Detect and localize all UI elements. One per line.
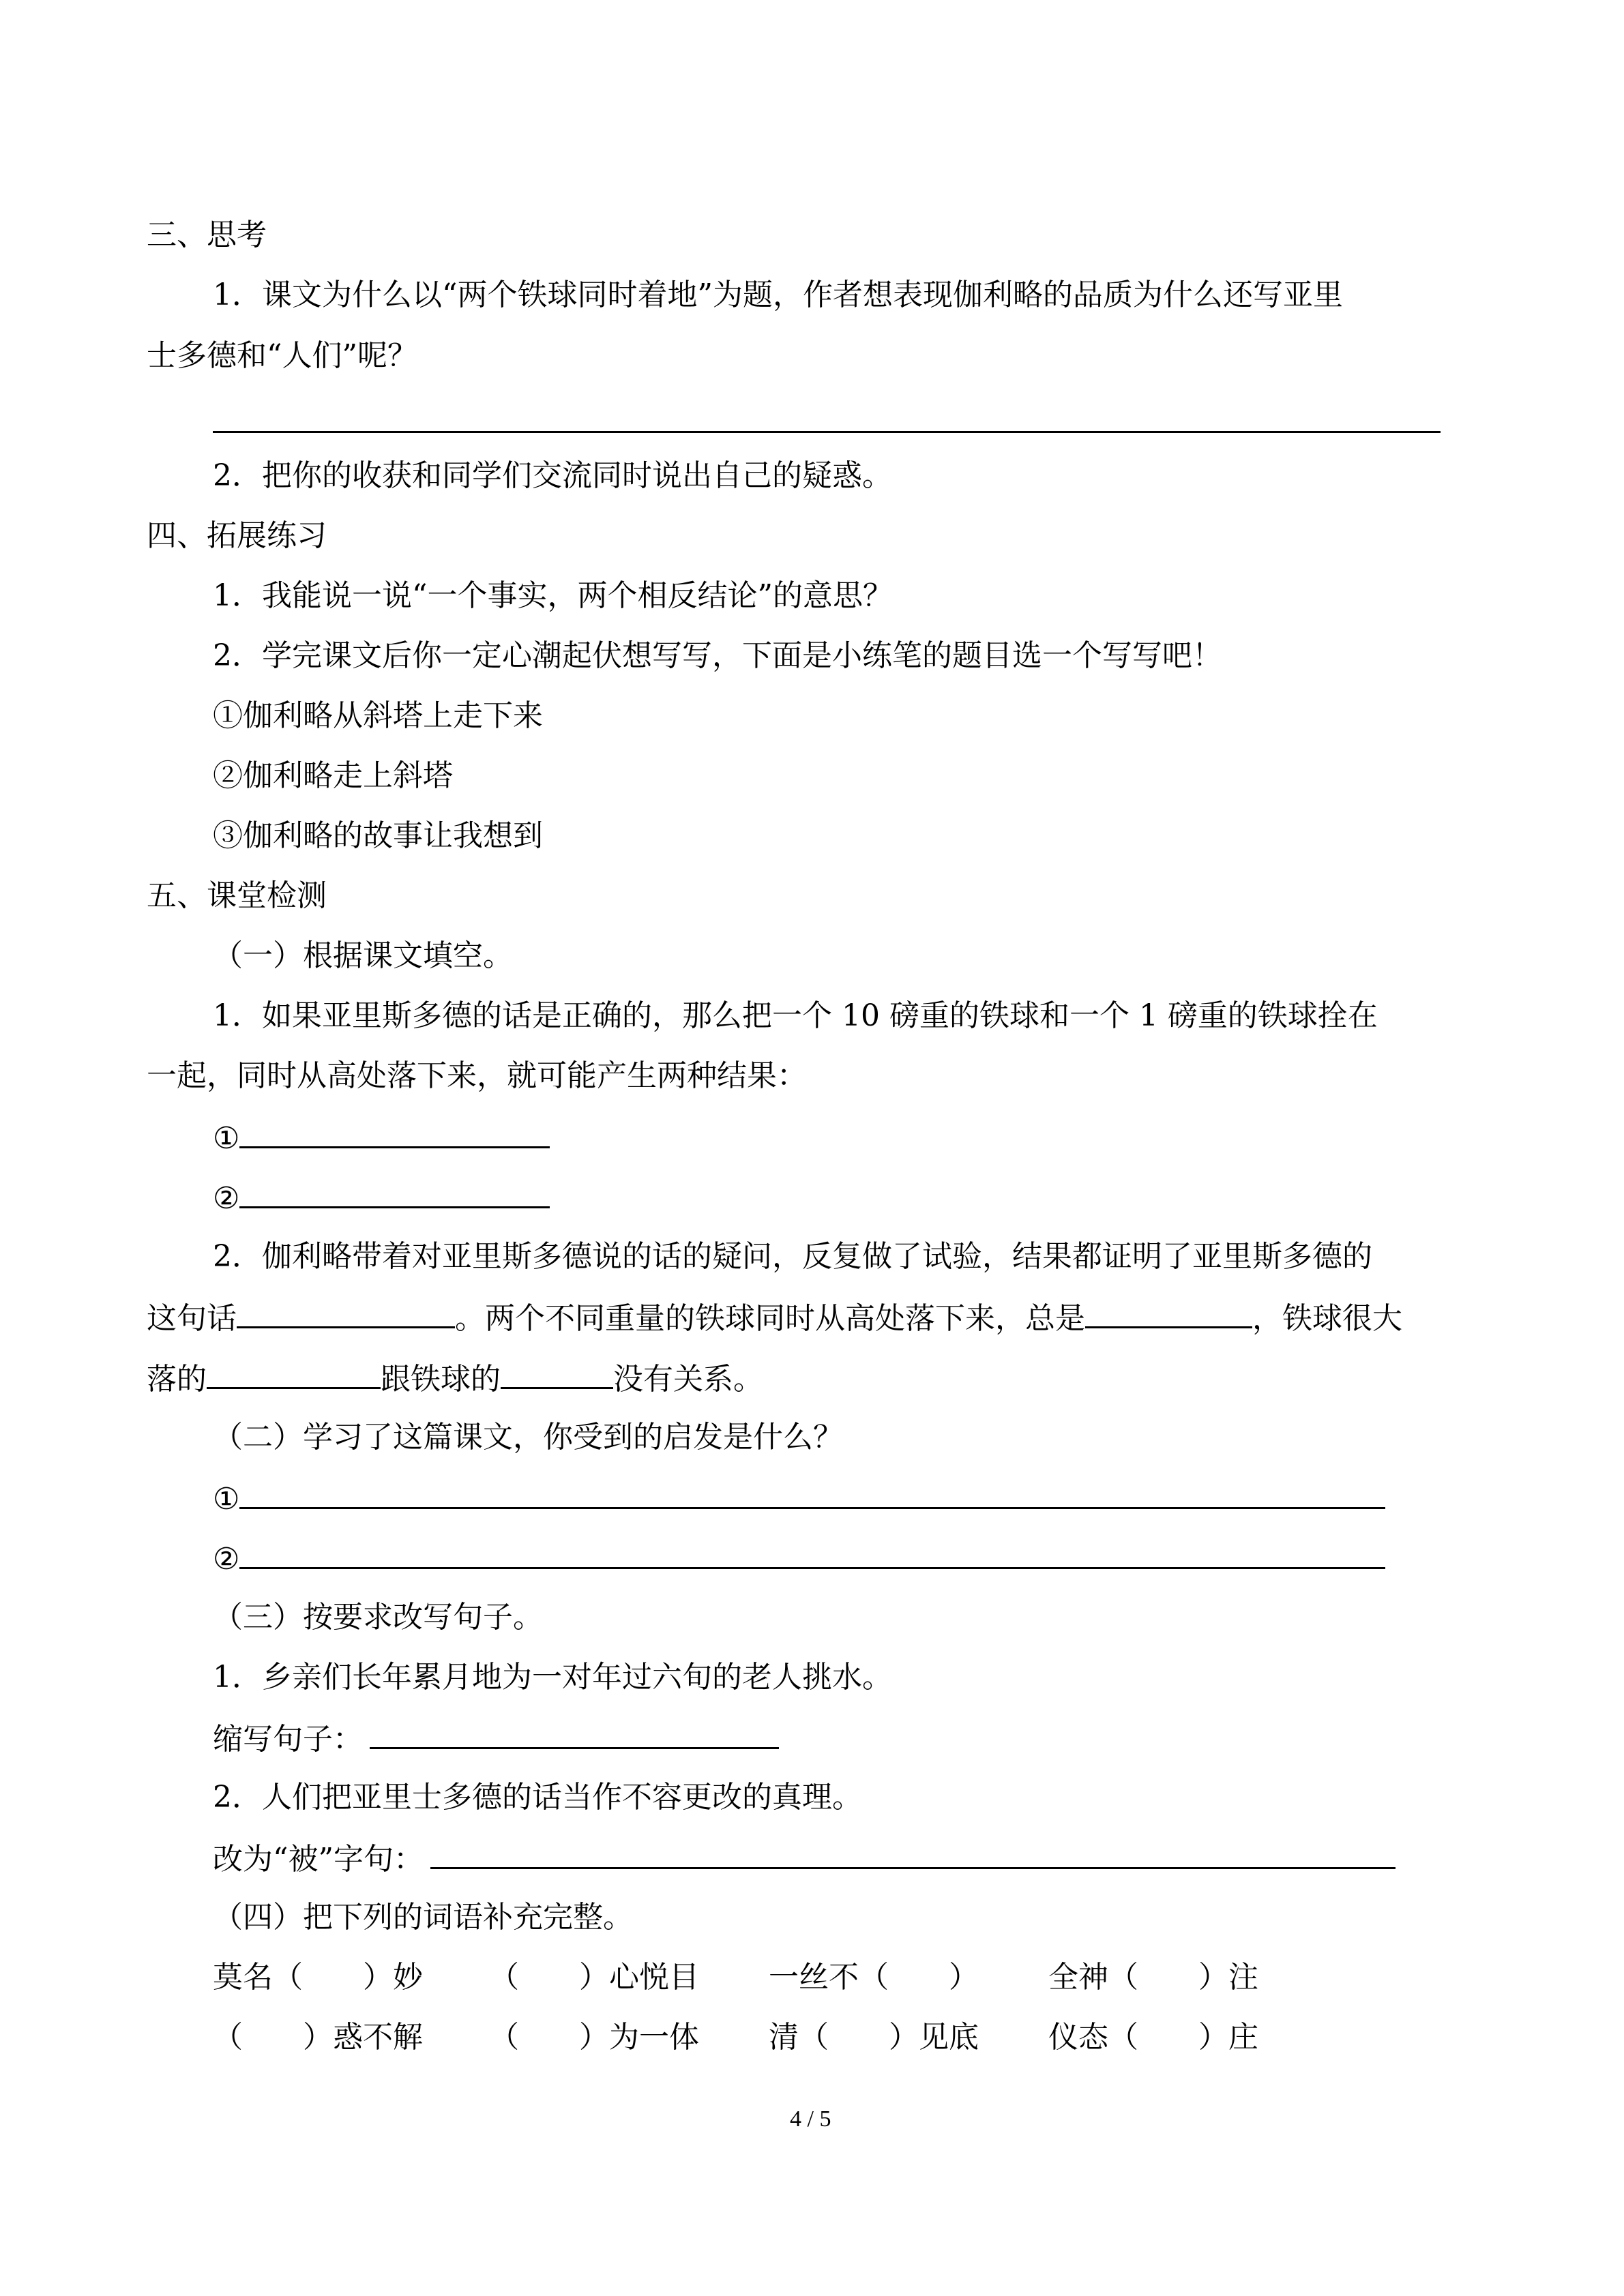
thinking-q1-line1: 1．课文为什么以“两个铁球同时着地”为题，作者想表现伽利略的品质为什么还写亚里: [213, 278, 1343, 312]
quiz-part1-q1-line1: 1．如果亚里斯多德的话是正确的，那么把一个 10 磅重的铁球和一个 1 磅重的铁球拴在: [213, 998, 1378, 1033]
idiom-item: （ ）心悦目: [489, 1960, 699, 1995]
quiz-part1-title: （一）根据课文填空。: [213, 938, 513, 973]
quiz-part1-q2-line1: 2．伽利略带着对亚里斯多德说的话的疑问，反复做了试验，结果都证明了亚里斯多德的: [213, 1239, 1372, 1274]
idiom-item: 清（ ）见底: [769, 2020, 979, 2055]
idiom-item: 一丝不（ ）: [769, 1960, 979, 1995]
q2-text-d: 落的: [147, 1362, 207, 1397]
idiom-row-2: [213, 2017, 1258, 2058]
quiz-part1-q2-line3: [147, 1357, 763, 1400]
page-number: 4 / 5: [790, 2106, 831, 2132]
blank-shorten-sentence[interactable]: [370, 1717, 779, 1749]
blank-bei-sentence[interactable]: [430, 1837, 1396, 1869]
section-heading-thinking: 三、思考: [147, 218, 267, 252]
quiz-part4-title: （四）把下列的词语补充完整。: [213, 1900, 633, 1935]
idiom-item: （ ）惑不解: [213, 2020, 423, 2055]
quiz-part2-title: （二）学习了这篇课文，你受到的启发是什么？: [213, 1420, 843, 1455]
quiz-part3-q1-answer: [213, 1717, 779, 1760]
blank-result-1[interactable]: [239, 1116, 550, 1148]
idiom-item: 全神（ ）注: [1048, 1960, 1258, 1995]
quiz-part3-q1: 1．乡亲们长年累月地为一对年过六旬的老人挑水。: [213, 1660, 892, 1695]
q2-text-b: 。两个不同重量的铁球同时从高处落下来，总是: [455, 1301, 1085, 1336]
blank-inspiration-1[interactable]: [239, 1477, 1385, 1509]
extension-option-3: ③伽利略的故事让我想到: [213, 818, 543, 853]
shorten-sentence-label: 缩写句子：: [213, 1722, 363, 1757]
thinking-q1-line2: 士多德和“人们”呢？: [147, 338, 417, 373]
quiz-part3-q2: 2．人们把亚里士多德的话当作不容更改的真理。: [213, 1780, 862, 1815]
answer-line-thinking-q1[interactable]: [213, 431, 1441, 433]
idiom-item: 仪态（ ）庄: [1048, 2020, 1258, 2055]
circled-number-2: ②: [213, 1181, 240, 1216]
circled-number-1: ①: [213, 1121, 240, 1156]
blank-this-sentence[interactable]: [237, 1296, 455, 1328]
q2-text-f: 没有关系。: [613, 1362, 763, 1397]
section-heading-quiz: 五、课堂检测: [147, 878, 327, 913]
quiz-part2-answer-1: [213, 1477, 1385, 1520]
section-heading-extension: 四、拓展练习: [147, 518, 327, 553]
blank-fall-speed[interactable]: [207, 1357, 381, 1389]
extension-option-1: ①伽利略从斜塔上走下来: [213, 698, 543, 733]
quiz-part1-result-2: [213, 1176, 550, 1219]
idiom-item: 莫名（ ）妙: [213, 1960, 423, 1995]
quiz-part1-result-1: [213, 1116, 550, 1159]
extension-option-2: ②伽利略走上斜塔: [213, 758, 453, 793]
idiom-item: （ ）为一体: [489, 2020, 699, 2055]
blank-always[interactable]: [1085, 1296, 1252, 1328]
blank-result-2[interactable]: [239, 1176, 550, 1208]
extension-q1: 1．我能说一说“一个事实，两个相反结论”的意思？: [213, 578, 893, 613]
q2-text-e: 跟铁球的: [381, 1362, 501, 1397]
q2-text-a: 这句话: [147, 1301, 237, 1336]
q2-text-c: ，铁球很大: [1252, 1301, 1402, 1336]
blank-weight[interactable]: [501, 1357, 613, 1389]
blank-inspiration-2[interactable]: [239, 1537, 1385, 1569]
extension-q2: 2．学完课文后你一定心潮起伏想写写，下面是小练笔的题目选一个写写吧！: [213, 638, 1222, 673]
quiz-part1-q1-line2: 一起，同时从高处落下来，就可能产生两种结果：: [147, 1058, 807, 1093]
bei-sentence-label: 改为“被”字句：: [213, 1842, 424, 1877]
circled-number-1: ①: [213, 1482, 240, 1517]
quiz-part1-q2-line2: [147, 1296, 1402, 1339]
quiz-part3-q2-answer: [213, 1837, 1396, 1880]
thinking-q2: 2．把你的收获和同学们交流同时说出自己的疑惑。: [213, 458, 892, 493]
idiom-row-1: [213, 1957, 1258, 1998]
circled-number-2: ②: [213, 1542, 240, 1577]
quiz-part2-answer-2: [213, 1537, 1385, 1580]
quiz-part3-title: （三）按要求改写句子。: [213, 1600, 543, 1635]
